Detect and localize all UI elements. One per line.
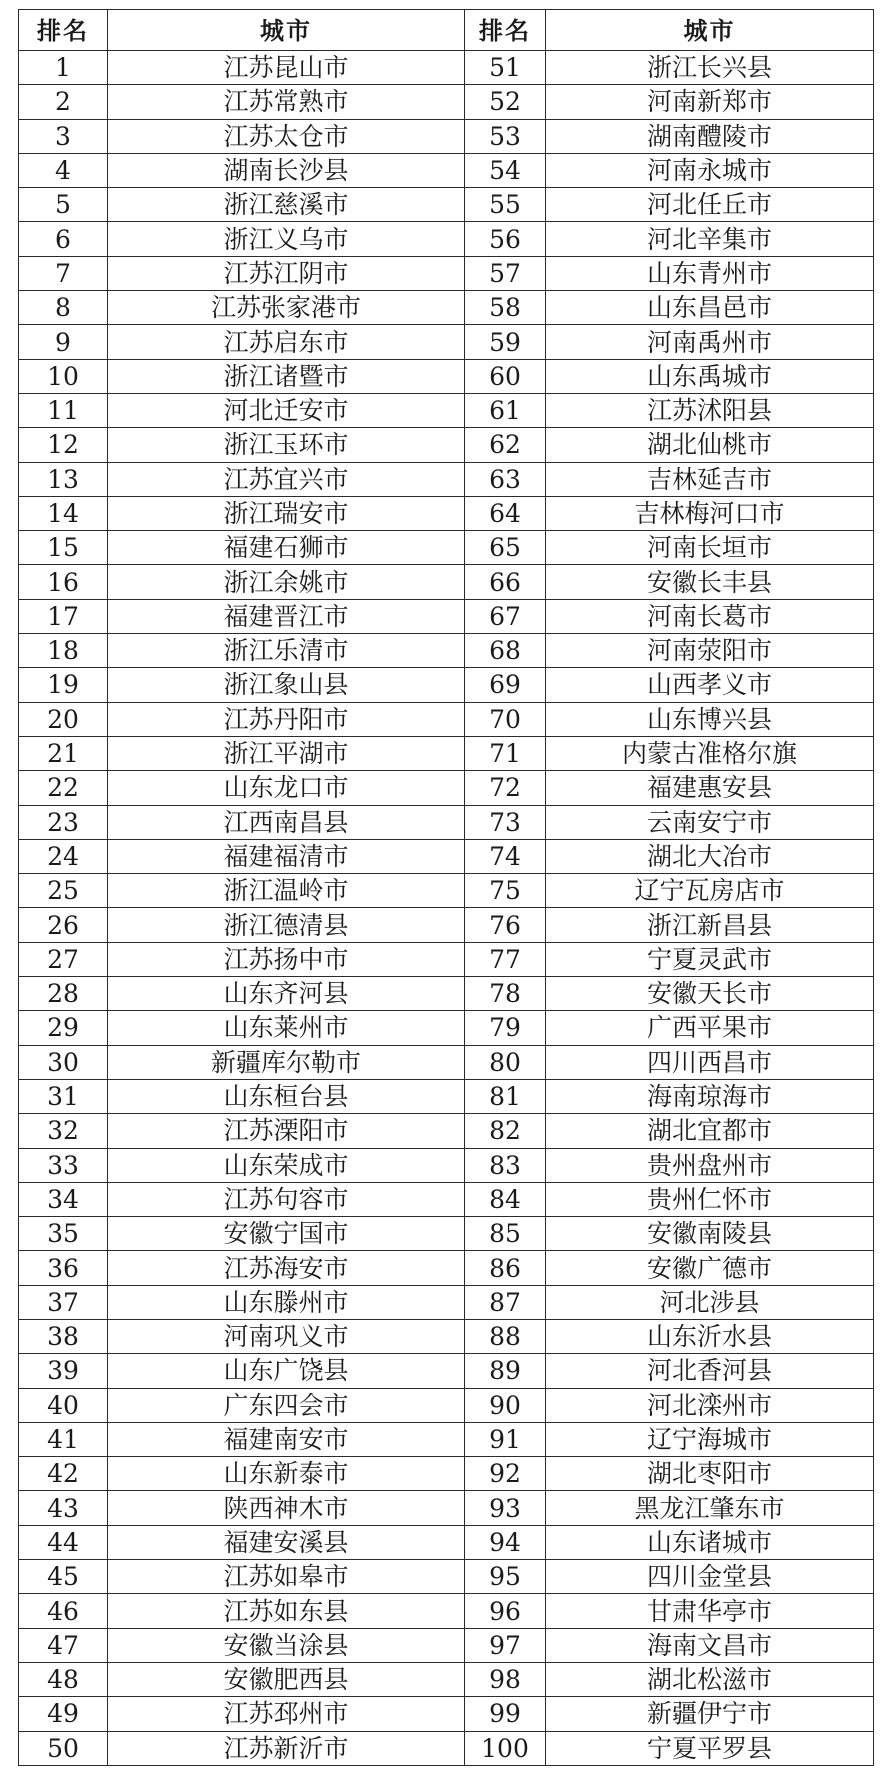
table-row (19, 1251, 874, 1285)
rank-cell: 99 (465, 1697, 546, 1731)
table-row (19, 256, 874, 290)
city-cell: 江苏丹阳市 (108, 702, 465, 736)
city-cell: 福建石狮市 (108, 531, 465, 565)
rank-cell: 22 (19, 771, 108, 805)
city-cell: 海南琼海市 (546, 1079, 874, 1113)
table-row (19, 496, 874, 530)
rank-cell: 39 (19, 1354, 108, 1388)
city-cell: 海南文昌市 (546, 1628, 874, 1662)
city-cell: 山西孝义市 (546, 668, 874, 702)
rank-cell: 81 (465, 1079, 546, 1113)
rank-cell: 47 (19, 1628, 108, 1662)
rank-cell: 72 (465, 771, 546, 805)
rank-cell: 92 (465, 1457, 546, 1491)
rank-cell: 85 (465, 1217, 546, 1251)
city-cell: 浙江平湖市 (108, 736, 465, 770)
city-cell: 浙江余姚市 (108, 565, 465, 599)
rank-cell: 42 (19, 1457, 108, 1491)
table-row (19, 1662, 874, 1696)
table-row (19, 634, 874, 668)
city-cell: 浙江长兴县 (546, 51, 874, 85)
rank-cell: 26 (19, 908, 108, 942)
rank-cell: 56 (465, 222, 546, 256)
rank-cell: 40 (19, 1388, 108, 1422)
rank-cell: 45 (19, 1560, 108, 1594)
city-cell: 河北滦州市 (546, 1388, 874, 1422)
city-cell: 吉林延吉市 (546, 462, 874, 496)
table-row (19, 119, 874, 153)
city-cell: 河北迁安市 (108, 393, 465, 427)
city-cell: 安徽南陵县 (546, 1217, 874, 1251)
rank-cell: 10 (19, 359, 108, 393)
rank-cell: 46 (19, 1594, 108, 1628)
city-cell: 江苏常熟市 (108, 85, 465, 119)
rank-cell: 23 (19, 805, 108, 839)
city-cell: 山东诸城市 (546, 1525, 874, 1559)
table-row (19, 1114, 874, 1148)
city-cell: 河北香河县 (546, 1354, 874, 1388)
city-cell: 山东桓台县 (108, 1079, 465, 1113)
city-cell: 河北辛集市 (546, 222, 874, 256)
rank-cell: 91 (465, 1422, 546, 1456)
rank-cell: 69 (465, 668, 546, 702)
rank-cell: 34 (19, 1182, 108, 1216)
city-cell: 云南安宁市 (546, 805, 874, 839)
rank-cell: 97 (465, 1628, 546, 1662)
rank-cell: 80 (465, 1045, 546, 1079)
table-row (19, 805, 874, 839)
city-cell: 江西南昌县 (108, 805, 465, 839)
rank-cell: 21 (19, 736, 108, 770)
rank-cell: 57 (465, 256, 546, 290)
rank-cell: 84 (465, 1182, 546, 1216)
city-cell: 山东青州市 (546, 256, 874, 290)
rank-cell: 52 (465, 85, 546, 119)
rank-cell: 20 (19, 702, 108, 736)
rank-cell: 28 (19, 977, 108, 1011)
table-row (19, 531, 874, 565)
rank-cell: 76 (465, 908, 546, 942)
city-cell: 安徽长丰县 (546, 565, 874, 599)
city-cell: 江苏扬中市 (108, 942, 465, 976)
table-row (19, 188, 874, 222)
table-body (19, 51, 874, 1766)
city-cell: 江苏江阴市 (108, 256, 465, 290)
table-row (19, 1319, 874, 1353)
table-row (19, 325, 874, 359)
rank-cell: 5 (19, 188, 108, 222)
table-row (19, 1457, 874, 1491)
table-row (19, 1525, 874, 1559)
city-cell: 湖北松滋市 (546, 1662, 874, 1696)
city-cell: 浙江诸暨市 (108, 359, 465, 393)
city-cell: 浙江义乌市 (108, 222, 465, 256)
city-cell: 浙江乐清市 (108, 634, 465, 668)
city-cell: 四川西昌市 (546, 1045, 874, 1079)
city-cell: 广西平果市 (546, 1011, 874, 1045)
rank-cell: 64 (465, 496, 546, 530)
rank-cell: 15 (19, 531, 108, 565)
rank-cell: 65 (465, 531, 546, 565)
rank-cell: 50 (19, 1731, 108, 1765)
table-row (19, 1045, 874, 1079)
table-row (19, 942, 874, 976)
header-city-right: 城市 (546, 10, 874, 51)
table-row (19, 85, 874, 119)
city-cell: 福建晋江市 (108, 599, 465, 633)
table-row (19, 1217, 874, 1251)
city-cell: 福建福清市 (108, 839, 465, 873)
rank-cell: 78 (465, 977, 546, 1011)
city-cell: 河南长垣市 (546, 531, 874, 565)
table-row (19, 599, 874, 633)
city-cell: 河北涉县 (546, 1285, 874, 1319)
rank-cell: 30 (19, 1045, 108, 1079)
city-cell: 湖北宜都市 (546, 1114, 874, 1148)
rank-cell: 60 (465, 359, 546, 393)
rank-cell: 19 (19, 668, 108, 702)
rank-cell: 12 (19, 428, 108, 462)
table-row (19, 1285, 874, 1319)
rank-cell: 32 (19, 1114, 108, 1148)
rank-cell: 8 (19, 291, 108, 325)
rank-cell: 82 (465, 1114, 546, 1148)
city-cell: 宁夏灵武市 (546, 942, 874, 976)
city-cell: 浙江新昌县 (546, 908, 874, 942)
table-row (19, 428, 874, 462)
table-row (19, 462, 874, 496)
city-cell: 山东博兴县 (546, 702, 874, 736)
rank-cell: 74 (465, 839, 546, 873)
city-cell: 河北任丘市 (546, 188, 874, 222)
city-cell: 山东齐河县 (108, 977, 465, 1011)
city-cell: 浙江象山县 (108, 668, 465, 702)
city-cell: 安徽广德市 (546, 1251, 874, 1285)
city-cell: 山东荣成市 (108, 1148, 465, 1182)
rank-cell: 89 (465, 1354, 546, 1388)
table-row (19, 291, 874, 325)
rank-cell: 37 (19, 1285, 108, 1319)
rank-cell: 95 (465, 1560, 546, 1594)
city-cell: 安徽当涂县 (108, 1628, 465, 1662)
city-cell: 湖北仙桃市 (546, 428, 874, 462)
rank-cell: 51 (465, 51, 546, 85)
city-cell: 江苏太仓市 (108, 119, 465, 153)
city-cell: 浙江瑞安市 (108, 496, 465, 530)
city-cell: 山东龙口市 (108, 771, 465, 805)
rank-cell: 6 (19, 222, 108, 256)
rank-cell: 27 (19, 942, 108, 976)
city-cell: 江苏沭阳县 (546, 393, 874, 427)
city-cell: 江苏新沂市 (108, 1731, 465, 1765)
rank-cell: 93 (465, 1491, 546, 1525)
city-cell: 贵州盘州市 (546, 1148, 874, 1182)
rank-cell: 77 (465, 942, 546, 976)
city-cell: 安徽肥西县 (108, 1662, 465, 1696)
city-cell: 新疆库尔勒市 (108, 1045, 465, 1079)
table-row (19, 1422, 874, 1456)
rank-cell: 3 (19, 119, 108, 153)
city-cell: 吉林梅河口市 (546, 496, 874, 530)
rank-cell: 44 (19, 1525, 108, 1559)
table-row (19, 393, 874, 427)
rank-cell: 90 (465, 1388, 546, 1422)
city-cell: 四川金堂县 (546, 1560, 874, 1594)
city-cell: 浙江慈溪市 (108, 188, 465, 222)
rank-cell: 55 (465, 188, 546, 222)
rank-cell: 29 (19, 1011, 108, 1045)
rank-cell: 79 (465, 1011, 546, 1045)
rank-cell: 59 (465, 325, 546, 359)
city-cell: 江苏宜兴市 (108, 462, 465, 496)
table-row (19, 1388, 874, 1422)
city-cell: 江苏昆山市 (108, 51, 465, 85)
city-cell: 山东禹城市 (546, 359, 874, 393)
table-header (19, 10, 874, 51)
rank-cell: 13 (19, 462, 108, 496)
city-cell: 宁夏平罗县 (546, 1731, 874, 1765)
rank-cell: 31 (19, 1079, 108, 1113)
table-row (19, 1731, 874, 1765)
city-cell: 江苏如东县 (108, 1594, 465, 1628)
city-cell: 陕西神木市 (108, 1491, 465, 1525)
table-row (19, 1148, 874, 1182)
table-row (19, 51, 874, 85)
city-cell: 广东四会市 (108, 1388, 465, 1422)
rank-cell: 1 (19, 51, 108, 85)
city-cell: 江苏海安市 (108, 1251, 465, 1285)
rank-cell: 54 (465, 153, 546, 187)
city-cell: 贵州仁怀市 (546, 1182, 874, 1216)
city-cell: 黑龙江肇东市 (546, 1491, 874, 1525)
header-rank-right: 排名 (465, 10, 546, 51)
city-cell: 福建惠安县 (546, 771, 874, 805)
city-cell: 辽宁海城市 (546, 1422, 874, 1456)
table-row (19, 565, 874, 599)
rank-cell: 36 (19, 1251, 108, 1285)
city-cell: 福建安溪县 (108, 1525, 465, 1559)
rank-cell: 96 (465, 1594, 546, 1628)
city-cell: 江苏邳州市 (108, 1697, 465, 1731)
rank-cell: 73 (465, 805, 546, 839)
city-cell: 浙江温岭市 (108, 874, 465, 908)
ranking-table (18, 9, 874, 1766)
table-row (19, 977, 874, 1011)
city-cell: 河南巩义市 (108, 1319, 465, 1353)
rank-cell: 16 (19, 565, 108, 599)
rank-cell: 38 (19, 1319, 108, 1353)
table-row (19, 1628, 874, 1662)
city-cell: 新疆伊宁市 (546, 1697, 874, 1731)
rank-cell: 25 (19, 874, 108, 908)
rank-cell: 41 (19, 1422, 108, 1456)
rank-cell: 71 (465, 736, 546, 770)
table-row (19, 1594, 874, 1628)
table-row (19, 359, 874, 393)
rank-cell: 48 (19, 1662, 108, 1696)
rank-cell: 94 (465, 1525, 546, 1559)
rank-cell: 62 (465, 428, 546, 462)
city-cell: 河南荥阳市 (546, 634, 874, 668)
rank-cell: 17 (19, 599, 108, 633)
table-row (19, 908, 874, 942)
rank-cell: 86 (465, 1251, 546, 1285)
city-cell: 河南永城市 (546, 153, 874, 187)
rank-cell: 33 (19, 1148, 108, 1182)
rank-cell: 35 (19, 1217, 108, 1251)
rank-cell: 70 (465, 702, 546, 736)
table-row (19, 1182, 874, 1216)
city-cell: 浙江玉环市 (108, 428, 465, 462)
rank-cell: 83 (465, 1148, 546, 1182)
city-cell: 内蒙古准格尔旗 (546, 736, 874, 770)
rank-cell: 87 (465, 1285, 546, 1319)
rank-cell: 7 (19, 256, 108, 290)
city-cell: 江苏张家港市 (108, 291, 465, 325)
rank-cell: 98 (465, 1662, 546, 1696)
rank-cell: 63 (465, 462, 546, 496)
rank-cell: 9 (19, 325, 108, 359)
table-row (19, 1491, 874, 1525)
city-cell: 安徽天长市 (546, 977, 874, 1011)
rank-cell: 14 (19, 496, 108, 530)
table-row (19, 668, 874, 702)
city-cell: 湖南长沙县 (108, 153, 465, 187)
city-cell: 江苏启东市 (108, 325, 465, 359)
rank-cell: 68 (465, 634, 546, 668)
rank-cell: 58 (465, 291, 546, 325)
city-cell: 山东莱州市 (108, 1011, 465, 1045)
table-row (19, 874, 874, 908)
rank-cell: 53 (465, 119, 546, 153)
city-cell: 辽宁瓦房店市 (546, 874, 874, 908)
table-row (19, 1354, 874, 1388)
rank-cell: 24 (19, 839, 108, 873)
city-cell: 福建南安市 (108, 1422, 465, 1456)
table-row (19, 771, 874, 805)
rank-cell: 43 (19, 1491, 108, 1525)
city-cell: 山东昌邑市 (546, 291, 874, 325)
rank-cell: 100 (465, 1731, 546, 1765)
rank-cell: 4 (19, 153, 108, 187)
city-cell: 山东沂水县 (546, 1319, 874, 1353)
city-cell: 山东广饶县 (108, 1354, 465, 1388)
city-cell: 河南长葛市 (546, 599, 874, 633)
city-cell: 安徽宁国市 (108, 1217, 465, 1251)
city-cell: 湖南醴陵市 (546, 119, 874, 153)
table-row (19, 736, 874, 770)
rank-cell: 66 (465, 565, 546, 599)
table-row (19, 1560, 874, 1594)
table-row (19, 1011, 874, 1045)
city-cell: 湖北枣阳市 (546, 1457, 874, 1491)
city-cell: 山东滕州市 (108, 1285, 465, 1319)
city-cell: 江苏如皋市 (108, 1560, 465, 1594)
table-row (19, 702, 874, 736)
table-row (19, 222, 874, 256)
rank-cell: 88 (465, 1319, 546, 1353)
table-row (19, 153, 874, 187)
city-cell: 河南禹州市 (546, 325, 874, 359)
city-cell: 河南新郑市 (546, 85, 874, 119)
header-row (19, 10, 874, 51)
city-cell: 湖北大冶市 (546, 839, 874, 873)
rank-cell: 67 (465, 599, 546, 633)
table-row (19, 839, 874, 873)
city-cell: 江苏溧阳市 (108, 1114, 465, 1148)
header-city-left: 城市 (108, 10, 465, 51)
table-row (19, 1697, 874, 1731)
rank-cell: 61 (465, 393, 546, 427)
rank-cell: 75 (465, 874, 546, 908)
city-cell: 甘肃华亭市 (546, 1594, 874, 1628)
rank-cell: 49 (19, 1697, 108, 1731)
city-cell: 浙江德清县 (108, 908, 465, 942)
rank-cell: 11 (19, 393, 108, 427)
rank-cell: 18 (19, 634, 108, 668)
rank-cell: 2 (19, 85, 108, 119)
table-row (19, 1079, 874, 1113)
header-rank-left: 排名 (19, 10, 108, 51)
city-cell: 江苏句容市 (108, 1182, 465, 1216)
city-cell: 山东新泰市 (108, 1457, 465, 1491)
